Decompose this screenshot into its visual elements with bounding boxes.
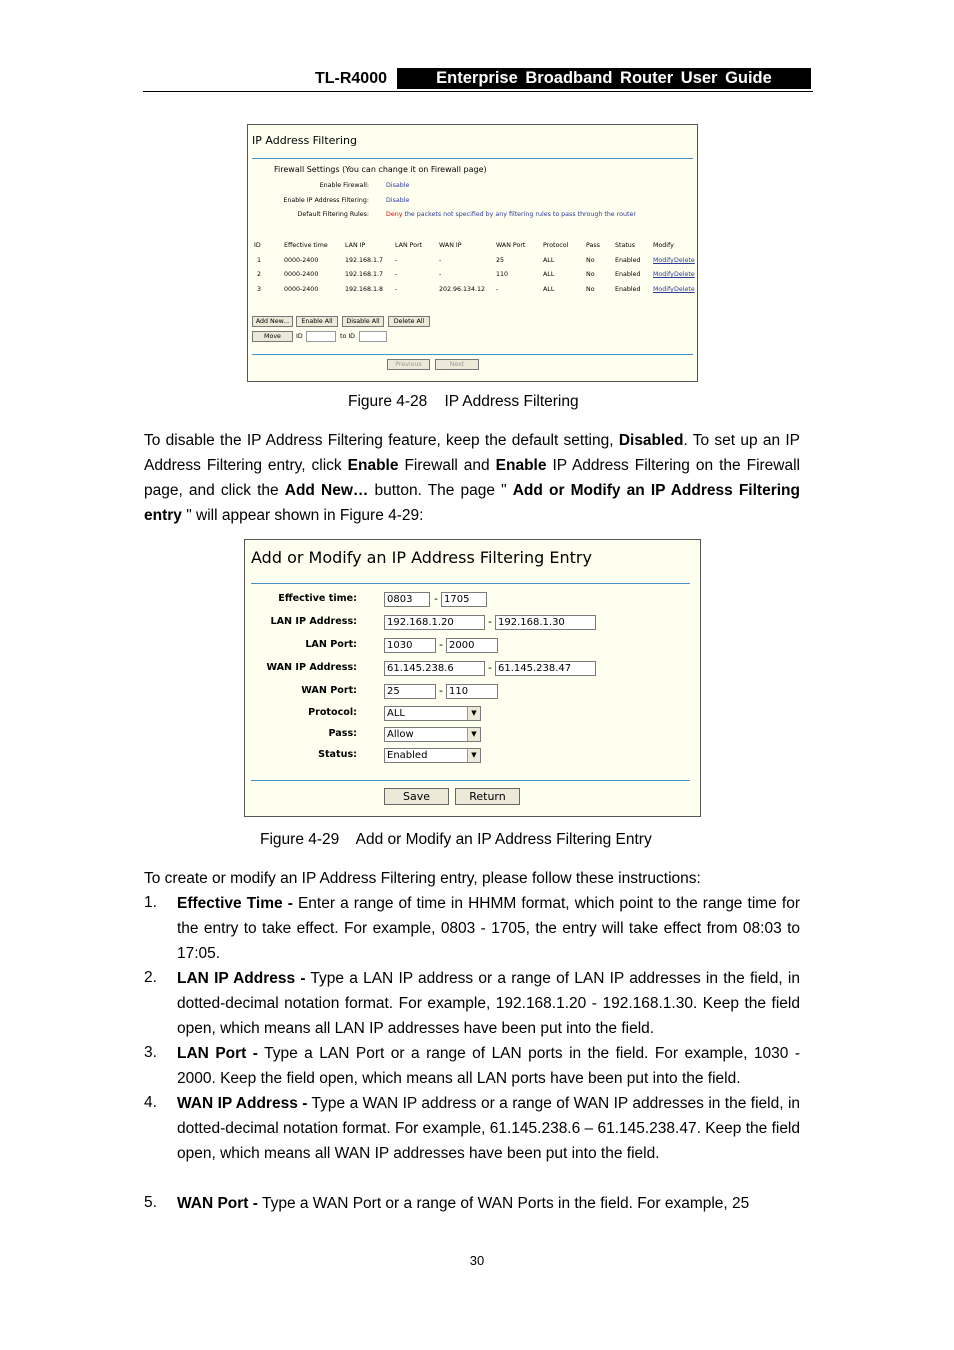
modify-link[interactable]: Modify: [653, 257, 674, 264]
lan-port-from-input[interactable]: 1030: [384, 638, 436, 653]
add-new-button[interactable]: Add New...: [252, 316, 293, 327]
page-header: [143, 68, 813, 92]
cell-lan-ip: 192.168.1.8: [345, 286, 384, 293]
cell-id: 3: [257, 286, 262, 293]
move-from-input[interactable]: [306, 331, 336, 342]
range-dash: -: [439, 638, 443, 651]
deny-text: Deny: [386, 211, 403, 218]
cell-status: Enabled: [615, 286, 641, 293]
modify-link[interactable]: Modify: [653, 271, 674, 278]
label-wan-port: WAN Port:: [301, 685, 357, 696]
cell-lan-ip: 192.168.1.7: [345, 271, 384, 278]
move-button[interactable]: Move: [252, 331, 293, 342]
label-status: Status:: [318, 749, 357, 760]
list-item-text: Type a LAN IP address or a range of LAN IP addresses in the field, in dotted-decimal notation format. For example, 192.168.1.20 - 192.168.1.30. Keep the field open, which means all LAN IP addresses have been put into the field.: [177, 970, 800, 1037]
bold-text: Add New…: [284, 482, 369, 499]
col-wan-port: WAN Port: [496, 242, 526, 249]
table-row: [248, 286, 699, 296]
label-lan-ip: LAN IP Address:: [270, 616, 357, 627]
cell-lan-port: -: [395, 271, 398, 278]
list-item-text: Type a WAN IP address or a range of WAN IP addresses in the field, in dotted-decimal notation format. For example, 61.145.238.6 – 61.145.238.47. Keep the field open, which means all WAN IP addresses have been put into the field.: [177, 1095, 801, 1162]
dropdown-arrow-icon[interactable]: ▼: [467, 749, 480, 762]
protocol-select[interactable]: [384, 706, 481, 721]
cell-protocol: ALL: [543, 257, 555, 264]
list-item: [177, 1041, 800, 1091]
modify-link[interactable]: Modify: [653, 286, 674, 293]
cell-lan-port: -: [395, 257, 398, 264]
cell-time: 0000-2400: [284, 257, 319, 264]
list-item-term: LAN IP Address -: [177, 970, 306, 987]
time-from-input[interactable]: 0803: [384, 592, 430, 607]
label-lan-port: LAN Port:: [305, 639, 357, 650]
cell-id: 1: [257, 257, 262, 264]
dropdown-arrow-icon[interactable]: ▼: [467, 707, 480, 720]
list-item-text: Type a LAN Port or a range of LAN ports in the field. For example, 1030 - 2000. Keep the field open, which means all LAN ports have been put into the field.: [177, 1045, 800, 1087]
label-effective-time: Effective time:: [278, 593, 357, 604]
bold-text: Disabled: [618, 432, 684, 449]
cell-pass: No: [586, 257, 595, 264]
cell-protocol: ALL: [543, 271, 555, 278]
setting-label: Enable IP Address Filtering:: [283, 197, 369, 204]
figure-add-modify-entry: [244, 539, 701, 817]
delete-link[interactable]: Delete: [674, 286, 695, 293]
cell-time: 0000-2400: [284, 271, 319, 278]
list-item-term: Effective Time -: [177, 895, 293, 912]
cell-wan-ip: -: [439, 257, 442, 264]
table-row: [248, 271, 699, 281]
range-dash: -: [488, 661, 492, 674]
cell-protocol: ALL: [543, 286, 555, 293]
col-pass: Pass: [586, 242, 600, 249]
move-to-label: to ID: [340, 333, 356, 340]
list-item-text: Type a WAN Port or a range of WAN Ports in the field. For example, 25: [257, 1195, 750, 1212]
setting-label: Enable Firewall:: [319, 182, 369, 189]
text: " will appear shown in Figure 4-29:: [181, 507, 424, 524]
fig2-divider-bottom: [251, 780, 690, 781]
dropdown-arrow-icon[interactable]: ▼: [467, 728, 480, 741]
firewall-settings-heading: Firewall Settings (You can change it on Firewall page): [274, 165, 487, 174]
list-item-term: LAN Port -: [177, 1045, 258, 1062]
col-modify: Modify: [653, 242, 674, 249]
status-value: Enabled: [387, 750, 428, 761]
col-status: Status: [615, 242, 636, 249]
text: button. The page ": [368, 482, 513, 499]
label-wan-ip: WAN IP Address:: [266, 662, 357, 673]
pass-select[interactable]: [384, 727, 481, 742]
text: To disable the IP Address Filtering feature, keep the default setting,: [144, 432, 619, 449]
list-number: 1.: [144, 894, 157, 911]
cell-wan-port: 110: [496, 271, 509, 278]
wan-ip-to-input[interactable]: 61.145.238.47: [495, 661, 596, 676]
col-protocol: Protocol: [543, 242, 569, 249]
col-wan-ip: WAN IP: [439, 242, 462, 249]
delete-all-button[interactable]: Delete All: [388, 316, 430, 327]
cell-id: 2: [257, 271, 262, 278]
list-item: [177, 891, 800, 966]
col-id: ID: [254, 242, 261, 249]
text: . To set up an IP Address Filtering entry, click: [144, 432, 801, 474]
list-item: [177, 1091, 800, 1166]
cell-wan-ip: -: [439, 271, 442, 278]
fig2-title: Add or Modify an IP Address Filtering Entry: [251, 548, 592, 567]
wan-ip-from-input[interactable]: 61.145.238.6: [384, 661, 485, 676]
disable-all-button[interactable]: Disable All: [342, 316, 384, 327]
bold-text: Enable: [495, 457, 547, 474]
cell-pass: No: [586, 271, 595, 278]
delete-link[interactable]: Delete: [674, 257, 695, 264]
previous-button[interactable]: Previous: [387, 359, 430, 370]
figure-ip-address-filtering: [247, 124, 698, 382]
wan-port-from-input[interactable]: 25: [384, 684, 436, 699]
list-number: 4.: [144, 1094, 157, 1111]
cell-wan-port: 25: [496, 257, 505, 264]
cell-status: Enabled: [615, 271, 641, 278]
move-to-input[interactable]: [359, 331, 387, 342]
col-lan-port: LAN Port: [395, 242, 423, 249]
list-item: [177, 1191, 800, 1216]
list-item: [177, 966, 800, 1041]
label-pass: Pass:: [328, 728, 357, 739]
cell-lan-port: -: [395, 286, 398, 293]
figure-caption-4-29: Figure 4-29 Add or Modify an IP Address Filtering Entry: [260, 831, 652, 848]
figure-caption-4-28: Figure 4-28 IP Address Filtering: [348, 393, 579, 410]
cell-pass: No: [586, 286, 595, 293]
col-lan-ip: LAN IP: [345, 242, 366, 249]
delete-link[interactable]: Delete: [674, 271, 695, 278]
rules-table-header: [248, 242, 699, 252]
body-paragraph: [144, 428, 800, 528]
range-dash: -: [434, 592, 438, 605]
setting-value: [386, 211, 636, 218]
lan-port-to-input[interactable]: 2000: [446, 638, 498, 653]
list-item-term: WAN IP Address -: [177, 1095, 308, 1112]
save-button[interactable]: Save: [384, 788, 449, 805]
default-rule-text: the packets not specified by any filtering rules to pass through the router: [404, 211, 636, 218]
pass-value: Allow: [387, 729, 414, 740]
label-protocol: Protocol:: [308, 707, 357, 718]
setting-value: Disable: [386, 197, 410, 204]
cell-time: 0000-2400: [284, 286, 319, 293]
fig1-title: IP Address Filtering: [252, 134, 357, 147]
cell-status: Enabled: [615, 257, 641, 264]
instructions-intro: To create or modify an IP Address Filtering entry, please follow these instructions:: [144, 870, 701, 887]
header-title: Enterprise Broadband Router User Guide: [397, 68, 811, 89]
protocol-value: ALL: [387, 708, 405, 719]
text: IP Address Filtering on the Firewall page, and click the: [144, 457, 800, 499]
list-number: 2.: [144, 969, 157, 986]
list-number: 5.: [144, 1194, 157, 1211]
list-number: 3.: [144, 1044, 157, 1061]
next-button[interactable]: Next: [435, 359, 479, 370]
move-from-label: ID: [296, 333, 303, 340]
table-row: [248, 257, 699, 267]
list-item-text: Enter a range of time in HHMM format, which point to the range time for the entry to take effect. For example, 0803 - 1705, the entry will take effect from 08:03 to 17:05.: [177, 895, 800, 962]
col-effective-time: Effective time: [284, 242, 328, 249]
enable-all-button[interactable]: Enable All: [296, 316, 338, 327]
page-number: 30: [469, 1253, 485, 1268]
cell-lan-ip: 192.168.1.7: [345, 257, 384, 264]
bold-text: Add or Modify an IP Address Filtering entry: [144, 482, 800, 524]
setting-value: Disable: [386, 182, 410, 189]
cell-wan-port: -: [496, 286, 499, 293]
header-model: TL-R4000: [314, 70, 387, 87]
range-dash: -: [439, 684, 443, 697]
cell-wan-ip: 202.96.134.12: [439, 286, 486, 293]
wan-port-to-input[interactable]: 110: [446, 684, 498, 699]
setting-label: Default Filtering Rules:: [297, 211, 369, 218]
bold-text: Enable: [347, 457, 399, 474]
range-dash: -: [488, 615, 492, 628]
text: Firewall and: [398, 457, 496, 474]
lan-ip-from-input[interactable]: 192.168.1.20: [384, 615, 485, 630]
fig1-divider-bottom: [252, 354, 693, 355]
fig1-divider-top: [252, 158, 693, 159]
lan-ip-to-input[interactable]: 192.168.1.30: [495, 615, 596, 630]
list-item-term: WAN Port -: [177, 1195, 258, 1212]
status-select[interactable]: [384, 748, 481, 763]
time-to-input[interactable]: 1705: [441, 592, 487, 607]
return-button[interactable]: Return: [455, 788, 520, 805]
fig2-divider-top: [251, 583, 690, 584]
